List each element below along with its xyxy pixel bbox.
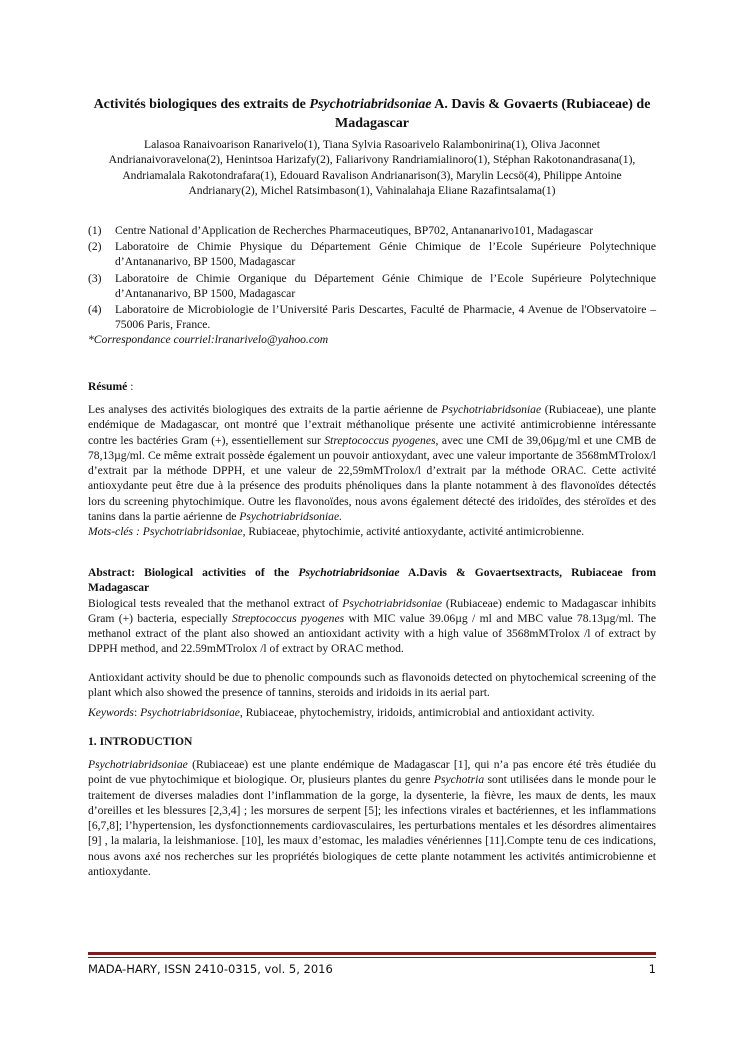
affiliation-item: (4) Laboratoire de Microbiologie de l’Université Paris Descartes, Faculté de Pharmacie, 4 Avenue de l'Observatoire – 75006 Paris, France. xyxy=(88,303,656,332)
affiliation-item: (3) Laboratoire de Chimie Organique du Département Génie Chimique de l’Ecole Supérieure Polytechnique d’Antananarivo, BP 1500, Madagascar xyxy=(88,271,656,300)
mots-cles-label: Mots-clés : Psychotriabridsoniae xyxy=(88,525,243,539)
footer-divider-thin xyxy=(88,957,656,958)
footer-journal: MADA-HARY, ISSN 2410-0315, vol. 5, 2016 xyxy=(88,962,333,976)
abstract-paragraph-2: Antioxidant activity should be due to phenolic compounds such as flavonoids detected on phytochemical screening of the plant which also showed the presence of tannins, steroids and iridoids in its aerial part. xyxy=(88,671,656,700)
correspondence-email: *Correspondance courriel:lranarivelo@yahoo.com xyxy=(88,333,329,346)
introduction-body: Psychotriabridsoniae (Rubiaceae) est une plante endémique de Madagascar [1], qui n’a pas encore été très étudiée du point de vue phytochimique et biologique. Or, plusieurs plantes du genre Psychotria sont utilisées dans le monde pour le traitement de diverses maladies dont l’inflammation de la gorge, la dysenterie, la fièvre, les maux de dents, les maux d’oreilles et les blessures [2,3,4] ; les morsures de serpent [5]; les infections virales et bactériennes, et les inflammations [6,7,8]; l’hypertension, les dysfonctionnements cardiovasculaires, les perturbations mentales et les désordres alimentaires [9] , la malaria, la leishmaniose. [10], les maux d’estomac, les maladies vénériennes [11].Compte tenu de ces indications, nous avons axé nos recherches sur les propriétés biologiques de cette plante notamment les activités antimicrobienne et antioxydante. xyxy=(88,758,656,879)
affiliation-list xyxy=(88,223,656,333)
abstract-heading: Abstract: Biological activities of the Psychotriabridsoniae A.Davis & Govaertsextracts, Rubiaceae from Madagascar xyxy=(88,566,656,595)
affiliation-item: (2) Laboratoire de Chimie Physique du Département Génie Chimique de l’Ecole Supérieure Polytechnique d’Antananarivo, BP 1500, Madagascar xyxy=(88,240,656,269)
abstract-section: Abstract: Biological activities of the Psychotriabridsoniae A.Davis & Govaertsextracts, Rubiaceae from Madagascar Biological tests revealed that the methanol extract of Psychotriabridsoniae (Rubiaceae) endemic to Madagascar inhibits Gram (+) bacteria, especially Streptococcus pyogenes with MIC value 39.06µg / ml and MBC value 78.13µg/ml. The methanol extract of the plant also showed an antioxidant activity with a high value of 3568mMTrolox /l of extract by DPPH method, and 22.59mMTrolox /l of extract by ORAC method. xyxy=(88,566,656,656)
resume-body: Les analyses des activités biologiques des extraits de la partie aérienne de Psychotriabridsoniae (Rubiaceae), une plante endémique de Madagascar, ont montré que l’extrait méthanolique présente une activité antimicrobienne intéressante contre les bactéries Gram (+), essentiellement sur Streptococcus pyogenes, avec une CMI de 39,06µg/ml et une CMB de 78,13µg/ml. Ce même extrait possède également un pouvoir antioxydant, avec une valeur importante de 3568mMTrolox/l d’extrait par la méthode DPPH, et une valeur de 22,59mMTrolox/l d’extrait par la méthode ORAC. Cette activité antioxydante peut être due à la présence des produits phénoliques dans la plante notamment à des flavonoïdes détectés lors du screening phytochimique. Outre les flavonoïdes, nous avons également détecté des iridoïdes, des stéroïdes et des tanins dans la partie aérienne de Psychotriabridsoniae. Mots-clés : Psychotriabridsoniae, Rubiaceae, phytochimie, activité antioxydante, activité antimicrobienne. xyxy=(88,403,657,539)
paper-title: Activités biologiques des extraits de Psychotriabridsoniae A. Davis & Govaerts (Rubiaceae) de Madagascar xyxy=(93,97,651,131)
introduction-heading: 1. INTRODUCTION xyxy=(88,735,193,748)
resume-heading: Résumé : xyxy=(88,380,134,393)
title-species: Psychotriabridsoniae xyxy=(309,97,432,112)
author-list: Lalasoa Ranaivoarison Ranarivelo(1), Tiana Sylvia Rasoarivelo Ralambonirina(1), Oliva Jaconnet Andrianaivoravelona(2), Henintsoa Harizafy(2), Faliarivony Randriamialinoro(1), Stéphan Rakotonandrasana(1), Andriamalala Rakotondrafara(1), Edouard Ravalison Andrianarison(3), Marylin Lecsö(4), Philippe Antoine Andrianary(2), Michel Ratsimbason(1), Vahinalahaja Eliane Razafintsalama(1) xyxy=(108,138,636,198)
page-number: 1 xyxy=(648,962,656,976)
footer-divider-thick xyxy=(88,952,656,955)
affiliation-item: (1) Centre National d’Application de Recherches Pharmaceutiques, BP702, Antananarivo101, Madagascar xyxy=(88,224,594,237)
keywords: Keywords: Psychotriabridsoniae, Rubiaceae, phytochemistry, iridoids, antimicrobial and antioxidant activity. xyxy=(88,706,595,719)
